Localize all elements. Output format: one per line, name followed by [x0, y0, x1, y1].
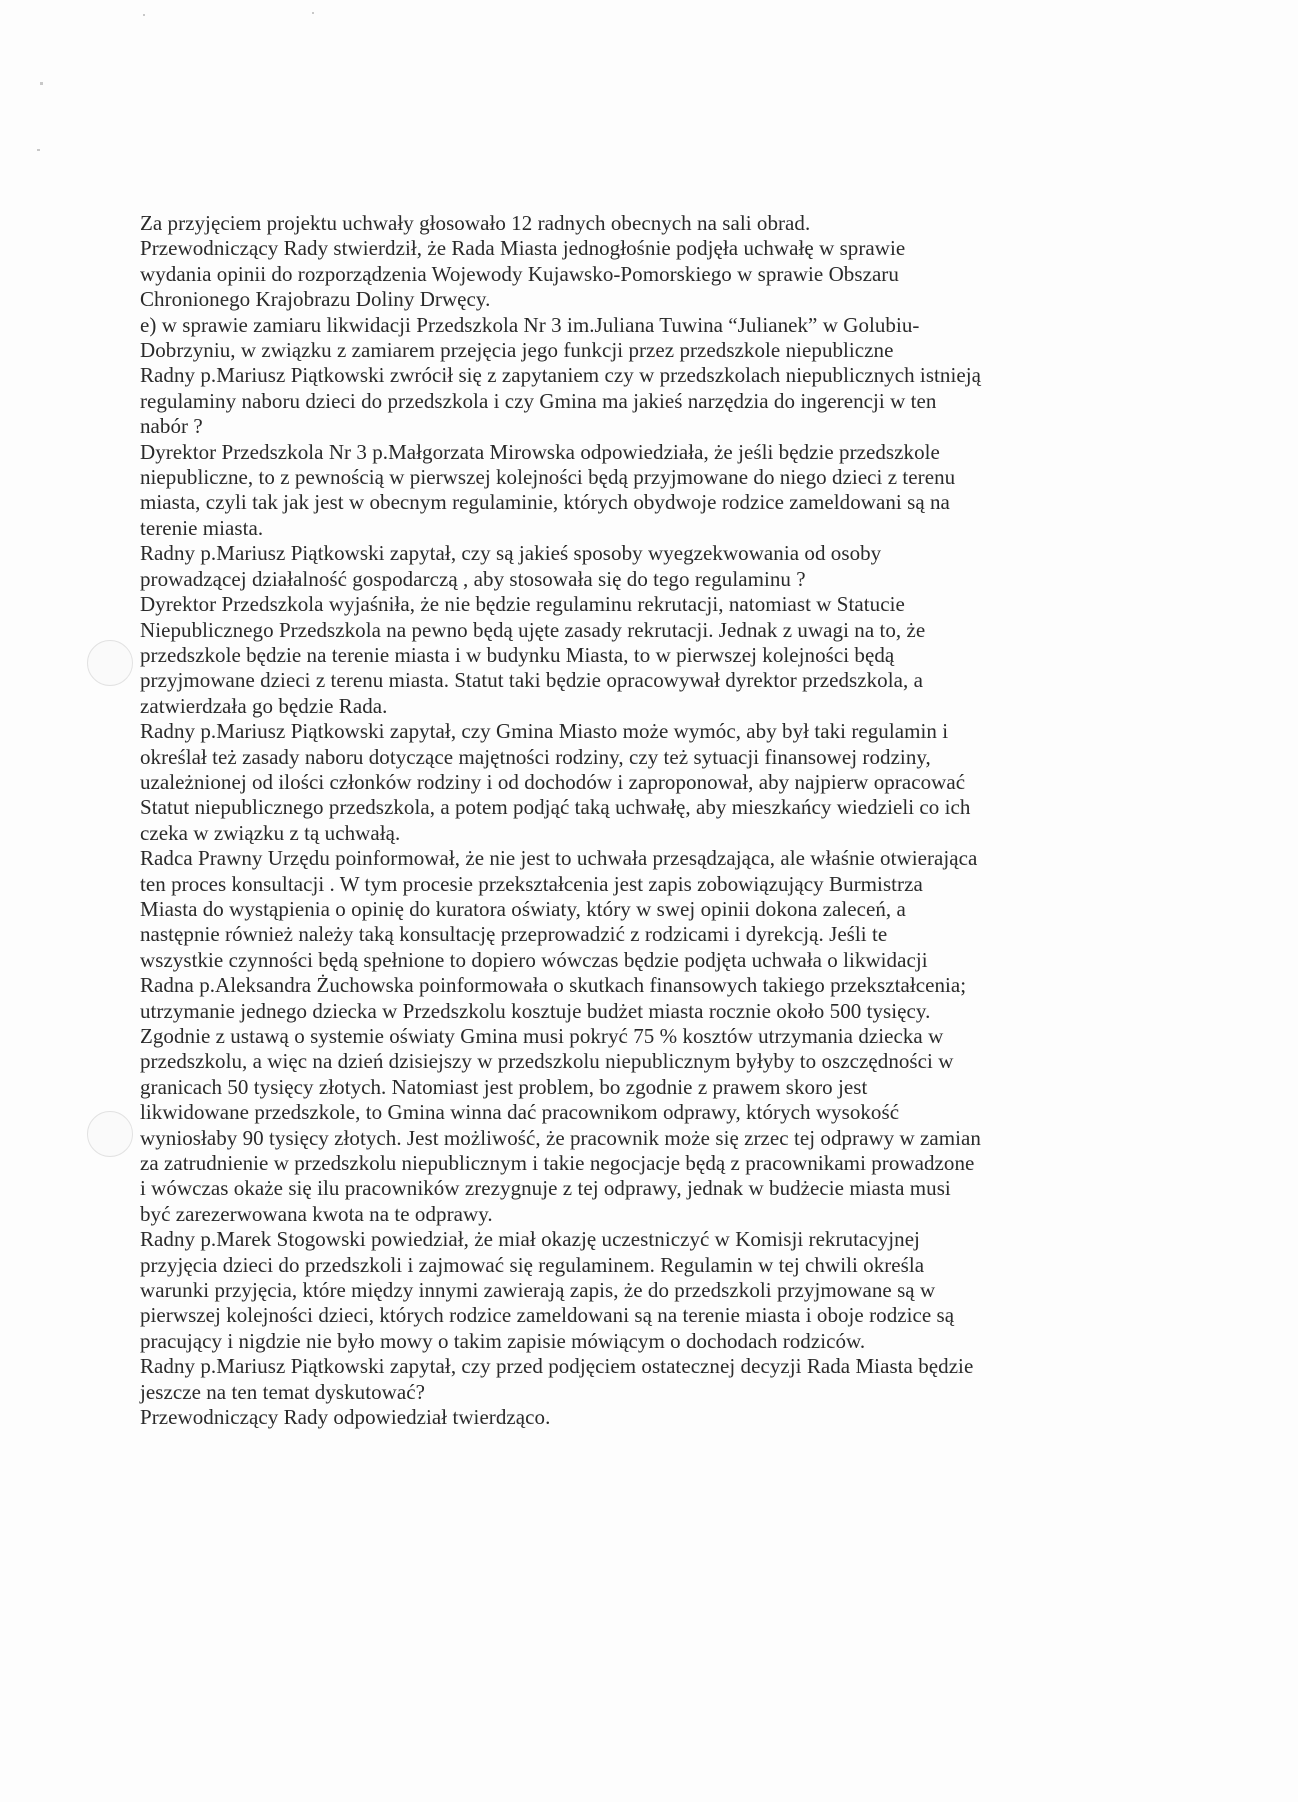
text-line: Chronionego Krajobrazu Doliny Drwęcy.	[140, 287, 491, 312]
text-line: granicach 50 tysięcy złotych. Natomiast jest problem, bo zgodnie z prawem skoro jest	[140, 1074, 868, 1099]
text-line: likwidowane przedszkole, to Gmina winna dać pracownikom odprawy, których wysokość	[140, 1100, 900, 1125]
text-line: Radca Prawny Urzędu poinformował, że nie jest to uchwała przesądzająca, ale właśnie otwierająca	[140, 846, 978, 871]
text-line: pierwszej kolejności dzieci, których rodzice zameldowani są na terenie miasta i oboje rodzice są	[140, 1303, 955, 1328]
text-line: utrzymanie jednego dziecka w Przedszkolu kosztuje budżet miasta rocznie około 500 tysięcy.	[140, 998, 931, 1023]
scan-speck	[312, 12, 314, 14]
punch-hole-bottom	[87, 1111, 133, 1157]
text-line: Radna p.Aleksandra Żuchowska poinformowała o skutkach finansowych takiego przekształcenia;	[140, 973, 967, 998]
document-body	[140, 211, 1150, 1431]
text-line: warunki przyjęcia, które między innymi zawierają zapis, że do przedszkoli przyjmowane są w	[140, 1278, 936, 1303]
text-line: być zarezerwowana kwota na te odprawy.	[140, 1201, 493, 1226]
text-line: określał też zasady naboru dotyczące majętności rodziny, czy też sytuacji finansowej rodziny,	[140, 744, 931, 769]
text-line: e) w sprawie zamiaru likwidacji Przedszkola Nr 3 im.Juliana Tuwina “Julianek” w Golubiu-	[140, 312, 920, 337]
text-line: Dyrektor Przedszkola Nr 3 p.Małgorzata Mirowska odpowiedziała, że jeśli będzie przedszkole	[140, 439, 940, 464]
text-line: nabór ?	[140, 414, 203, 439]
text-line: niepubliczne, to z pewnością w pierwszej kolejności będą przyjmowane do niego dzieci z terenu	[140, 465, 956, 490]
text-line: ten proces konsultacji . W tym procesie przekształcenia jest zapis zobowiązujący Burmistrza	[140, 871, 923, 896]
text-line: czeka w związku z tą uchwałą.	[140, 820, 401, 845]
text-line: Miasta do wystąpienia o opinię do kuratora oświaty, który w swej opinii dokona zaleceń, a	[140, 896, 906, 921]
text-line: prowadzącej działalność gospodarczą , aby stosowała się do tego regulaminu ?	[140, 566, 806, 591]
text-line: wydania opinii do rozporządzenia Wojewody Kujawsko-Pomorskiego w sprawie Obszaru	[140, 261, 899, 286]
text-line: Radny p.Mariusz Piątkowski zapytał, czy Gmina Miasto może wymóc, aby był taki regulamin i	[140, 719, 949, 744]
text-line: Przewodniczący Rady odpowiedział twierdząco.	[140, 1405, 551, 1430]
text-line: Przewodniczący Rady stwierdził, że Rada Miasta jednogłośnie podjęła uchwałę w sprawie	[140, 236, 906, 261]
text-line: miasta, czyli tak jak jest w obecnym regulaminie, których obydwoje rodzice zameldowani są na	[140, 490, 950, 515]
text-line: Radny p.Marek Stogowski powiedział, że miał okazję uczestniczyć w Komisji rekrutacyjnej	[140, 1227, 920, 1252]
text-line: uzależnionej od ilości członków rodziny i od dochodów i zaproponował, aby najpierw opracować	[140, 769, 966, 794]
text-line: Dobrzyniu, w związku z zamiarem przejęcia jego funkcji przez przedszkole niepubliczne	[140, 338, 894, 363]
text-line: Radny p.Mariusz Piątkowski zapytał, czy są jakieś sposoby wyegzekwowania od osoby	[140, 541, 882, 566]
text-line: przedszkole będzie na terenie miasta i w budynku Miasta, to w pierwszej kolejności będą	[140, 642, 895, 667]
scan-speck	[37, 149, 40, 151]
text-line: regulaminy naboru dzieci do przedszkola i czy Gmina ma jakieś narzędzia do ingerencji w ten	[140, 388, 937, 413]
punch-hole-top	[87, 640, 133, 686]
text-line: Dyrektor Przedszkola wyjaśniła, że nie będzie regulaminu rekrutacji, natomiast w Statucie	[140, 592, 905, 617]
text-line: przyjmowane dzieci z terenu miasta. Statut taki będzie opracowywał dyrektor przedszkola, a	[140, 668, 923, 693]
text-line: Radny p.Mariusz Piątkowski zwrócił się z zapytaniem czy w przedszkolach niepublicznych istnieją	[140, 363, 981, 388]
text-line: następnie również należy taką konsultację przeprowadzić z rodzicami i dyrekcją. Jeśli te	[140, 922, 888, 947]
text-line: wyniosłaby 90 tysięcy złotych. Jest możliwość, że pracownik może się zrzec tej odprawy w zamian	[140, 1125, 981, 1150]
text-line: przyjęcia dzieci do przedszkoli i zajmować się regulaminem. Regulamin w tej chwili określa	[140, 1252, 925, 1277]
text-line: i wówczas okaże się ilu pracowników zrezygnuje z tej odprawy, jednak w budżecie miasta musi	[140, 1176, 951, 1201]
text-line: wszystkie czynności będą spełnione to dopiero wówczas będzie podjęta uchwała o likwidacji	[140, 947, 928, 972]
text-line: Zgodnie z ustawą o systemie oświaty Gmina musi pokryć 75 % kosztów utrzymania dziecka w	[140, 1024, 944, 1048]
text-line: przedszkolu, a więc na dzień dzisiejszy w przedszkolu niepublicznym byłyby to oszczędności w	[140, 1049, 954, 1074]
text-line: terenie miasta.	[140, 515, 264, 540]
text-line: Statut niepublicznego przedszkola, a potem podjąć taką uchwałę, aby mieszkańcy wiedzieli co ich	[140, 795, 971, 820]
text-line: pracujący i nigdzie nie było mowy o takim zapisie mówiącym o dochodach rodziców.	[140, 1328, 866, 1353]
text-line: Niepublicznego Przedszkola na pewno będą ujęte zasady rekrutacji. Jednak z uwagi na to, że	[140, 617, 926, 642]
scan-speck	[143, 14, 145, 16]
text-line: jeszcze na ten temat dyskutować?	[140, 1379, 425, 1404]
text-line: za zatrudnienie w przedszkolu niepublicznym i takie negocjacje będą z pracownikami prowadzone	[140, 1151, 975, 1176]
scan-speck	[40, 82, 43, 85]
text-line: Za przyjęciem projektu uchwały głosowało 12 radnych obecnych na sali obrad.	[140, 211, 811, 235]
text-line: zatwierdzała go będzie Rada.	[140, 693, 388, 718]
text-line: Radny p.Mariusz Piątkowski zapytał, czy przed podjęciem ostatecznej decyzji Rada Miasta będzie	[140, 1354, 974, 1379]
